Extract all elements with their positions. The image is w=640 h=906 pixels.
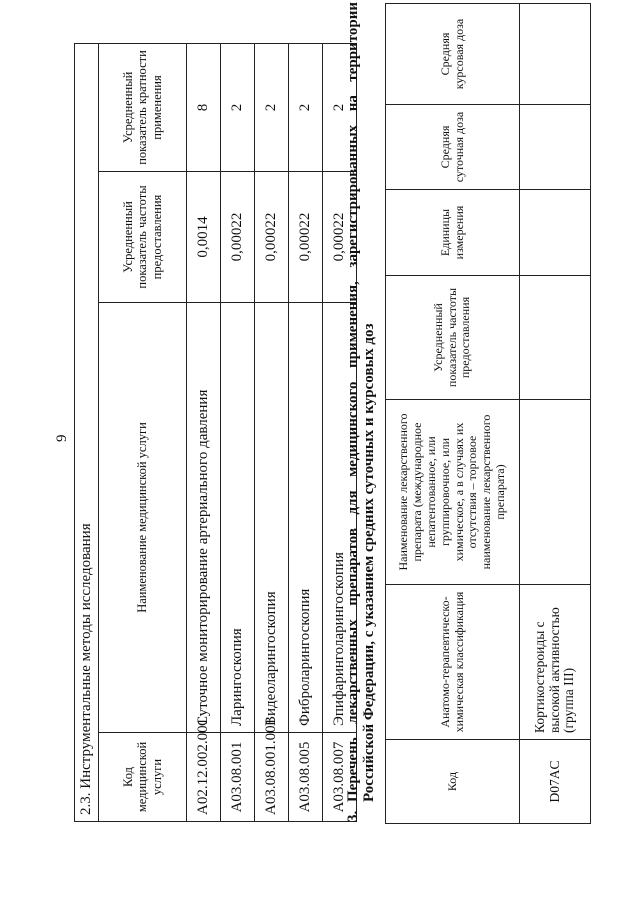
drug-frequency [520, 276, 591, 400]
header-drug-name: Наименование лекарственного препарата (международное непатентованное, или группировочное, или химическое, а в случаях их отсутствия – торговое наименование лекарственного препарата) [386, 400, 520, 585]
service-code: A03.08.001 [221, 733, 255, 822]
table-caption: 2.3. Инструментальные методы исследования [75, 43, 99, 821]
drug-name [520, 400, 591, 585]
section-title: Перечень лекарственных препаратов для медицинского применения, зарегистрированных на территории Российской Федерации, с указанием средних суточных и курсовых доз [345, 2, 377, 802]
header-frequency: Усредненный показатель частоты предоставления [386, 276, 520, 400]
service-frequency: 0,00022 [289, 172, 323, 303]
header-atc: Анатомо-терапевтическо-химическая классификация [386, 585, 520, 740]
table-row [289, 43, 323, 821]
service-frequency: 0,00022 [221, 172, 255, 303]
service-frequency: 0,00022 [323, 172, 357, 303]
section-number: 3. [345, 810, 361, 822]
page-number: 9 [54, 434, 70, 442]
drug-daily-dose [520, 105, 591, 190]
drug-atc: Кортикостероиды с высокой активностью (группа III) [520, 585, 591, 740]
header-code: Код [386, 740, 520, 824]
service-name: Фиброларингоскопия [289, 303, 323, 733]
service-code: A02.12.002.001 [187, 733, 221, 822]
header-code: Код медицинской услуги [99, 733, 187, 822]
service-multiplicity: 2 [323, 43, 357, 171]
table-row [187, 43, 221, 821]
drug-units [520, 190, 591, 276]
header-name: Наименование медицинской услуги [99, 303, 187, 733]
service-name: Видеоларингоскопия [255, 303, 289, 733]
header-units: Единицы измерения [386, 190, 520, 276]
header-frequency: Усредненный показатель частоты предоставления [99, 172, 187, 303]
service-frequency: 0,0014 [187, 172, 221, 303]
service-multiplicity: 2 [289, 43, 323, 171]
header-course-dose: Средняя курсовая доза [386, 4, 520, 105]
header-daily-dose: Средняя суточная доза [386, 105, 520, 190]
service-name: Эпифаринголарингоскопия [323, 303, 357, 733]
service-name: Ларингоскопия [221, 303, 255, 733]
drugs-table [385, 3, 591, 824]
service-multiplicity: 2 [221, 43, 255, 171]
table-row [221, 43, 255, 821]
table-row [520, 4, 591, 824]
service-code: A03.08.005 [289, 733, 323, 822]
header-multiplicity: Усредненный показатель кратности применения [99, 43, 187, 171]
instrumental-methods-table [74, 43, 357, 822]
service-multiplicity: 8 [187, 43, 221, 171]
service-code: A03.08.007 [323, 733, 357, 822]
service-name: Суточное мониторирование артериального давления [187, 303, 221, 733]
drug-course-dose [520, 4, 591, 105]
service-code: A03.08.001.001 [255, 733, 289, 822]
table-row [255, 43, 289, 821]
drug-code: D07AC [520, 740, 591, 824]
service-frequency: 0,00022 [255, 172, 289, 303]
service-multiplicity: 2 [255, 43, 289, 171]
